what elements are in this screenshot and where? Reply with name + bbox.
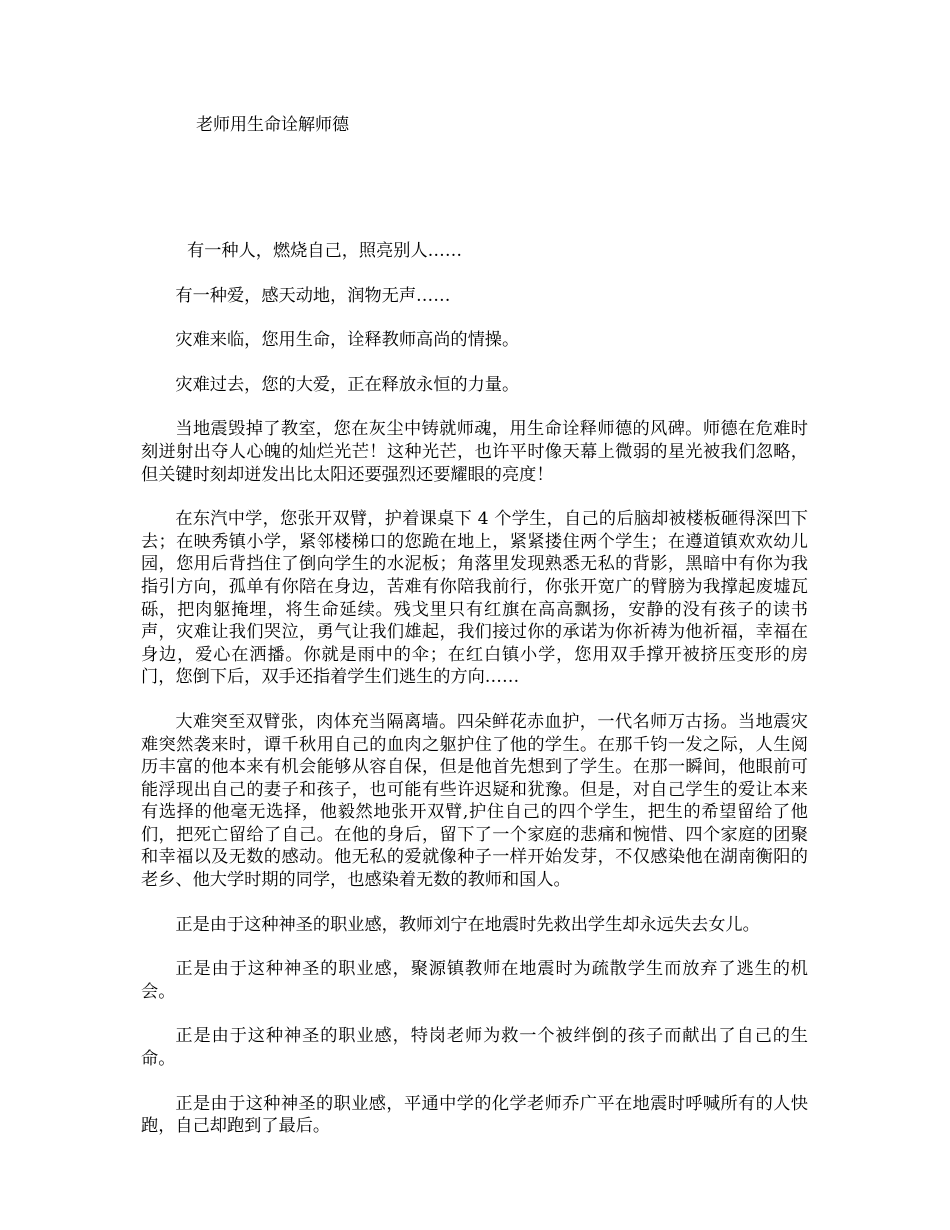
- paragraph: 有一种爱，感天动地，润物无声……: [175, 285, 451, 306]
- paragraph: 当地震毁掉了教室，您在灰尘中铸就师魂，用生命诠释师德的风碑。师德在危难时刻迸射出夺人心魄的灿烂光芒！这种光芒，也许平时像天幕上微弱的星光被我们忽略，但关键时刻却迸发出比太阳还要强烈还要耀眼的亮度！: [141, 419, 808, 485]
- document-title: 老师用生命诠解师德: [196, 115, 349, 135]
- paragraph: 灾难过去，您的大爱，正在释放永恒的力量。: [175, 374, 520, 395]
- paragraph: 正是由于这种神圣的职业感，聚源镇教师在地震时为疏散学生而放弃了逃生的机会。: [141, 959, 808, 1002]
- paragraph: 灾难来临，您用生命，诠释教师高尚的情操。: [175, 330, 520, 351]
- paragraph: 大难突至双臂张，肉体充当隔离墙。四朵鲜花赤血护，一代名师万古扬。当地震灾难突然袭来时，谭千秋用自己的血肉之躯护住了他的学生。在那千钧一发之际，人生阅历丰富的他本来有机会能够从容自保，但是他首先想到了学生。在那一瞬间，他眼前可能浮现出自己的妻子和孩子，也可能有些许迟疑和犹豫。但是，对自己学生的爱让本来有选择的他毫无选择，他毅然地张开双臂,护住自己的四个学生，把生的希望留给了他们，把死亡留给了自己。在他的身后，留下了一个家庭的悲痛和惋惜、四个家庭的团聚和幸福以及无数的感动。他无私的爱就像种子一样开始发芽，不仅感染他在湖南衡阳的老乡、他大学时期的同学，也感染着无数的教师和国人。: [141, 711, 808, 891]
- paragraph: 正是由于这种神圣的职业感，平通中学的化学老师乔广平在地震时呼喊所有的人快跑，自己却跑到了最后。: [141, 1093, 808, 1137]
- paragraph: 在东汽中学，您张开双臂，护着课桌下 4 个学生，自己的后脑却被楼板砸得深凹下去；在映秀镇小学，紧邻楼梯口的您跪在地上，紧紧搂住两个学生；在遵道镇欢欢幼儿园，您用后背挡住了倒向学生的水泥板；角落里发现熟悉无私的背影，黑暗中有你为我指引方向，孤单有你陪在身边，苦难有你陪我前行，你张开宽广的臂膀为我撑起废墟瓦砾，把肉躯掩埋，将生命延续。残戈里只有红旗在高高飘扬，安静的没有孩子的读书声，灾难让我们哭泣，勇气让我们雄起，我们接过你的承诺为你祈祷为他祈福，幸福在身边，爱心在洒播。你就是雨中的伞；在红白镇小学，您用双手撑开被挤压变形的房门，您倒下后，双手还指着学生们逃生的方向……: [141, 509, 808, 688]
- paragraph: 正是由于这种神圣的职业感，特岗老师为救一个被绊倒的孩子而献出了自己的生命。: [141, 1026, 808, 1070]
- paragraph: 有一种人，燃烧自己，照亮别人……: [187, 241, 463, 261]
- paragraph: 正是由于这种神圣的职业感，教师刘宁在地震时先救出学生却永远失去女儿。: [175, 914, 760, 935]
- document-body: [141, 240, 808, 1160]
